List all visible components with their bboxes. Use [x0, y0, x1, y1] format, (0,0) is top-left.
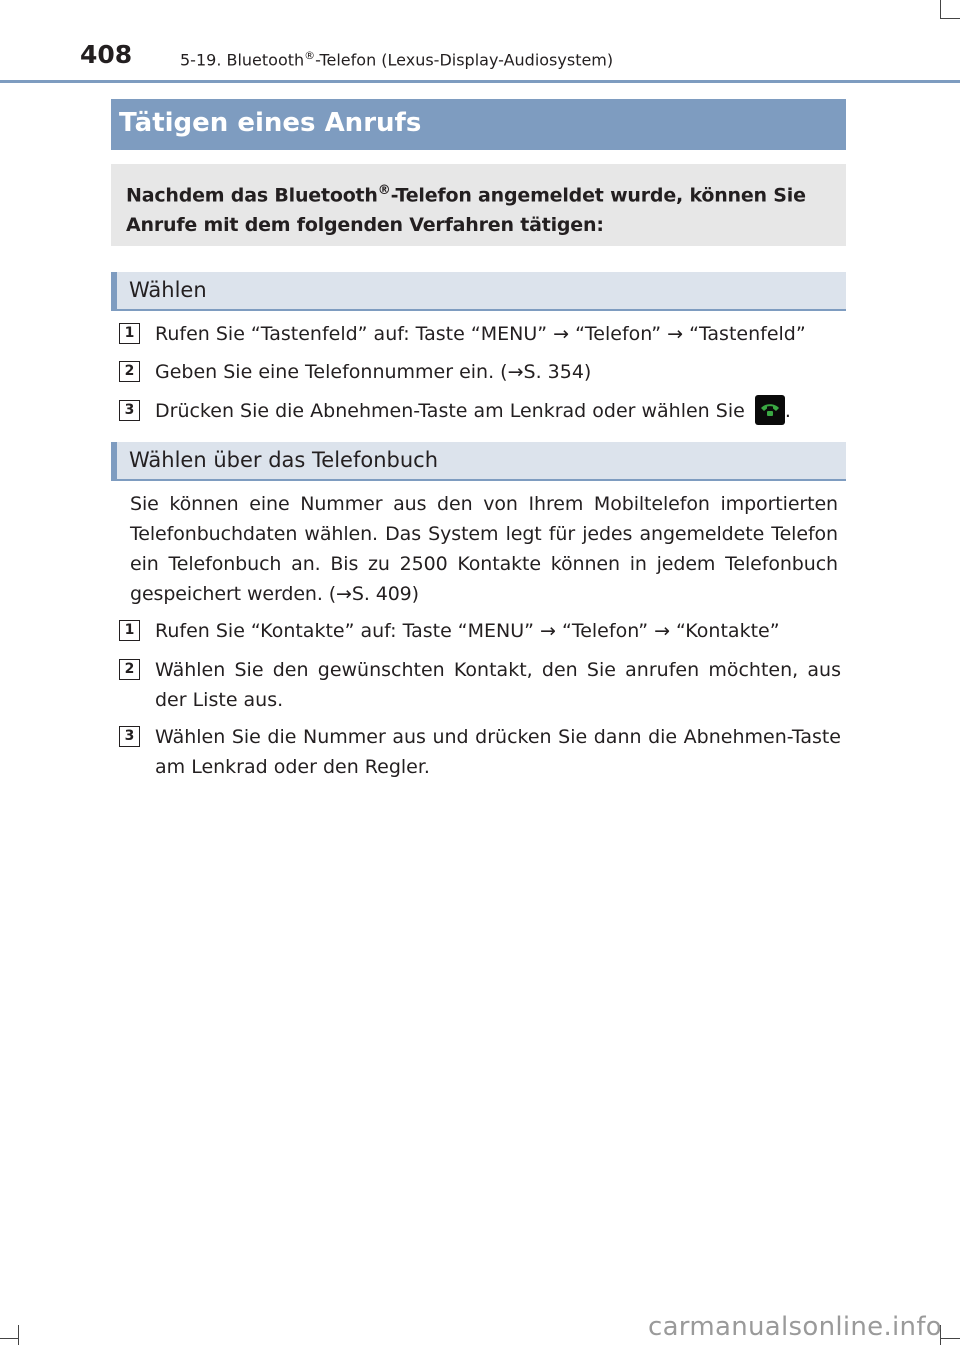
- subheading-dial: Wählen: [111, 272, 846, 311]
- chapter-title: [180, 49, 613, 69]
- intro-registered-mark: ®: [377, 183, 391, 198]
- chapter-title-prefix: 5-19. Bluetooth: [180, 50, 305, 70]
- crop-mark: [940, 1338, 960, 1339]
- subheading-phonebook: Wählen über das Telefonbuch: [111, 442, 846, 481]
- step-number: 1: [119, 323, 140, 344]
- step-text: Rufen Sie “Tastenfeld” auf: Taste “MENU” → “Telefon” → “Tastenfeld”: [155, 323, 806, 345]
- dial-step-2: [119, 357, 841, 387]
- step-text: Geben Sie eine Telefonnummer ein. (→S. 354): [155, 361, 592, 383]
- crop-mark: [18, 1325, 19, 1345]
- step-number: 1: [119, 620, 140, 641]
- step-number: 3: [119, 400, 140, 421]
- phonebook-step-1: [119, 616, 841, 646]
- dial-step-1: [119, 319, 841, 349]
- step-text: Drücken Sie die Abnehmen-Taste am Lenkrad oder wählen Sie: [155, 400, 745, 422]
- phonebook-step-3: [119, 722, 841, 782]
- step-text: Wählen Sie die Nummer aus und drücken Sie dann die Abnehmen-Taste am Lenkrad oder den Regler.: [155, 726, 841, 778]
- header-rule: [0, 80, 960, 83]
- intro-box: [111, 164, 846, 246]
- crop-mark: [0, 1338, 18, 1339]
- step-number: 3: [119, 726, 140, 747]
- watermark: carmanualsonline.info: [647, 1312, 942, 1342]
- section-title: Tätigen eines Anrufs: [111, 99, 846, 150]
- registered-mark: ®: [304, 49, 316, 62]
- phone-handset-icon: [755, 395, 785, 425]
- step-suffix: .: [784, 400, 791, 422]
- step-text: Wählen Sie den gewünschten Kontakt, den Sie anrufen möchten, aus der Liste aus.: [155, 659, 841, 711]
- chapter-title-suffix: -Telefon (Lexus-Display-Audiosystem): [315, 50, 614, 70]
- step-text: Rufen Sie “Kontakte” auf: Taste “MENU” → “Telefon” → “Kontakte”: [155, 620, 780, 642]
- intro-text-part1: Nachdem das Bluetooth: [126, 184, 378, 207]
- crop-mark: [940, 18, 960, 19]
- step-number: 2: [119, 659, 140, 680]
- phonebook-step-2: [119, 655, 841, 715]
- phonebook-paragraph: Sie können eine Nummer aus den von Ihrem Mobiltelefon importierten Telefonbuchdaten wählen. Das System legt für jedes angemeldete Telefon ein Telefonbuch an. Bis zu 2500 Kontakte können in jedem Telefonbuch gespeichert werden. (→S. 409): [130, 493, 838, 605]
- crop-mark: [940, 0, 941, 18]
- step-number: 2: [119, 361, 140, 382]
- dial-step-3: [119, 396, 841, 427]
- page-number: 408: [80, 40, 133, 69]
- step-text-wrapper: [155, 396, 841, 427]
- intro-text-part2: -Telefon angemeldet wurde, können Sie Anrufe mit dem folgenden Verfahren tätigen:: [126, 184, 806, 237]
